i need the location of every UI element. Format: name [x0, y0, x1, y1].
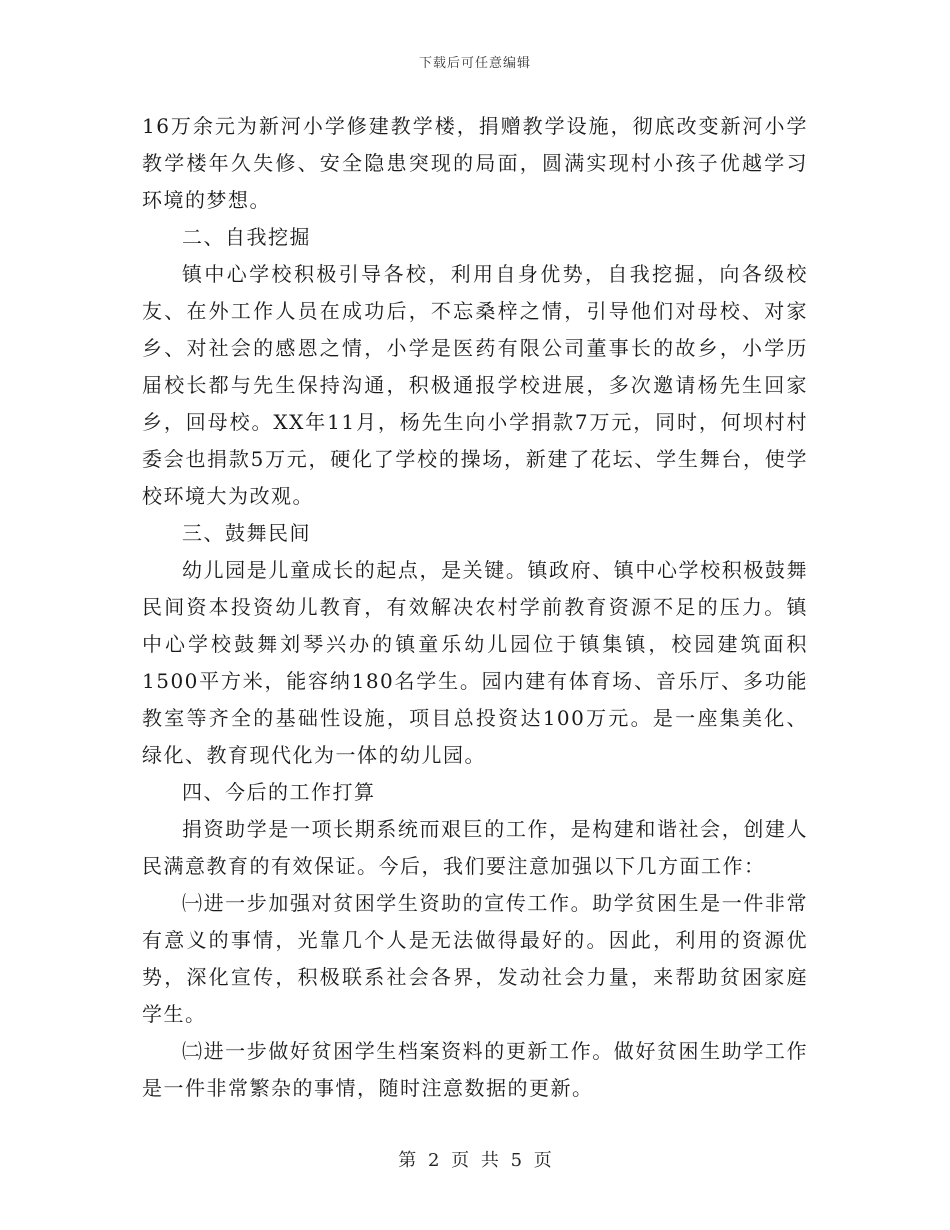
- paragraph: 幼儿园是儿童成长的起点，是关键。镇政府、镇中心学校积极鼓舞民间资本投资幼儿教育，有效解决农村学前教育资源不足的压力。镇中心学校鼓舞刘琴兴办的镇童乐幼儿园位于镇集镇，校园建筑面积1500平方米，能容纳180名学生。园内建有体育场、音乐厅、多功能教室等齐全的基础性设施，项目总投资达100万元。是一座集美化、绿化、教育现代化为一体的幼儿园。: [142, 558, 808, 767]
- section-heading: 三、鼓舞民间: [182, 521, 311, 545]
- paragraph: 捐资助学是一项长期系统而艰巨的工作，是构建和谐社会，创建人民满意教育的有效保证。今后，我们要注意加强以下几方面工作：: [142, 817, 808, 878]
- page-number-footer: 第 2 页 共 5 页: [398, 1150, 552, 1171]
- paragraph: 镇中心学校积极引导各校，利用自身优势，自我挖掘，向各级校友、在外工作人员在成功后，不忘桑梓之情，引导他们对母校、对家乡、对社会的感恩之情，小学是医药有限公司董事长的故乡，小学历届校长都与先生保持沟通，积极通报学校进展，多次邀请杨先生回家乡，回母校。XX年11月，杨先生向小学捐款7万元，同时，何坝村村委会也捐款5万元，硬化了学校的操场，新建了花坛、学生舞台，使学校环境大为改观。: [142, 262, 808, 508]
- section-heading: 四、今后的工作打算: [182, 780, 376, 804]
- section-heading: 二、自我挖掘: [182, 225, 311, 249]
- document-body: [142, 108, 808, 1107]
- page-header-note: 下载后可任意编辑: [418, 56, 531, 71]
- paragraph: ㈠进一步加强对贫困学生资助的宣传工作。助学贫困生是一件非常有意义的事情，光靠几个人是无法做得最好的。因此，利用的资源优势，深化宣传，积极联系社会各界，发动社会力量，来帮助贫困家庭学生。: [142, 891, 808, 1026]
- paragraph: 16万余元为新河小学修建教学楼，捐赠教学设施，彻底改变新河小学教学楼年久失修、安全隐患突现的局面，圆满实现村小孩子优越学习环境的梦想。: [142, 114, 808, 212]
- paragraph: ㈡进一步做好贫困学生档案资料的更新工作。做好贫困生助学工作是一件非常繁杂的事情，随时注意数据的更新。: [142, 1039, 808, 1100]
